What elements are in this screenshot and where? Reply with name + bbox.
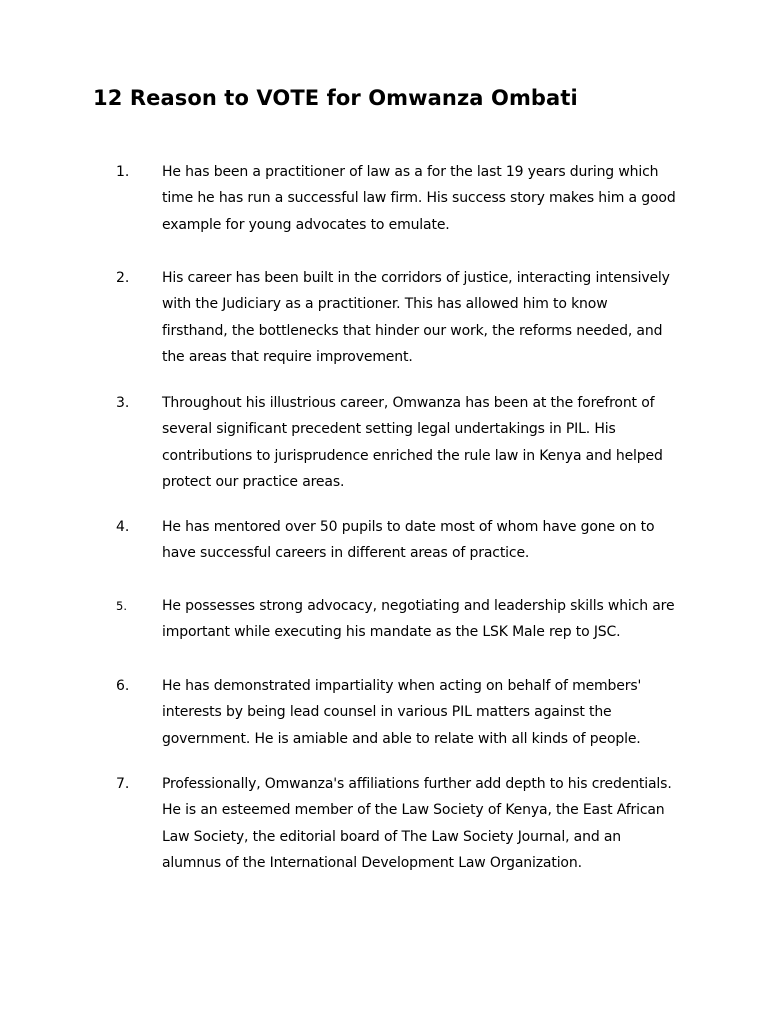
item-text-line: with the Judiciary as a practitioner. This has allowed him to know [162,296,608,313]
item-text-line: Throughout his illustrious career, Omwanza has been at the forefront of [162,395,655,411]
item-text-line: Law Society, the editorial board of The Law Society Journal, and an [162,828,622,845]
item-text [162,771,682,876]
item-text-line: He has mentored over 50 pupils to date most of whom have gone on to [162,519,655,535]
item-text-line: the areas that require improvement. [162,348,413,365]
item-text [162,159,682,238]
item-text-line: important while executing his mandate as the LSK Male rep to JSC. [162,624,621,641]
item-number: 2. [116,270,130,286]
item-text-line: He possesses strong advocacy, negotiating and leadership skills which are [162,598,675,614]
item-text-line: time he has run a successful law firm. His success story makes him a good [162,190,676,207]
item-text [162,593,682,646]
item-text-line: have successful careers in different areas of practice. [162,545,530,562]
item-number: 1. [116,164,130,180]
item-text-line: Professionally, Omwanza's affiliations further add depth to his credentials. [162,776,672,792]
document-title: 12 Reason to VOTE for Omwanza Ombati [93,86,578,110]
item-number: 5. [116,599,127,613]
item-text-line: firsthand, the bottlenecks that hinder our work, the reforms needed, and [162,322,663,339]
item-text-line: He has been a practitioner of law as a for the last 19 years during which [162,164,659,180]
item-number: 6. [116,678,130,694]
item-text-line: several significant precedent setting legal undertakings in PIL. His [162,421,616,438]
item-number: 4. [116,519,130,535]
item-text-line: contributions to jurisprudence enriched the rule law in Kenya and helped [162,447,663,464]
item-text-line: protect our practice areas. [162,473,345,490]
item-text-line: example for young advocates to emulate. [162,216,450,233]
item-text [162,390,682,495]
item-text-line: alumnus of the International Development Law Organization. [162,854,582,871]
item-text [162,265,682,370]
item-text-line: He is an esteemed member of the Law Society of Kenya, the East African [162,802,665,819]
item-text [162,514,682,567]
item-text-line: interests by being lead counsel in various PIL matters against the [162,704,612,721]
item-text-line: His career has been built in the corridors of justice, interacting intensively [162,270,670,286]
item-text-line: government. He is amiable and able to relate with all kinds of people. [162,730,641,747]
item-number: 7. [116,776,130,792]
item-number: 3. [116,395,130,411]
item-text [162,673,682,752]
item-text-line: He has demonstrated impartiality when acting on behalf of members' [162,678,642,694]
